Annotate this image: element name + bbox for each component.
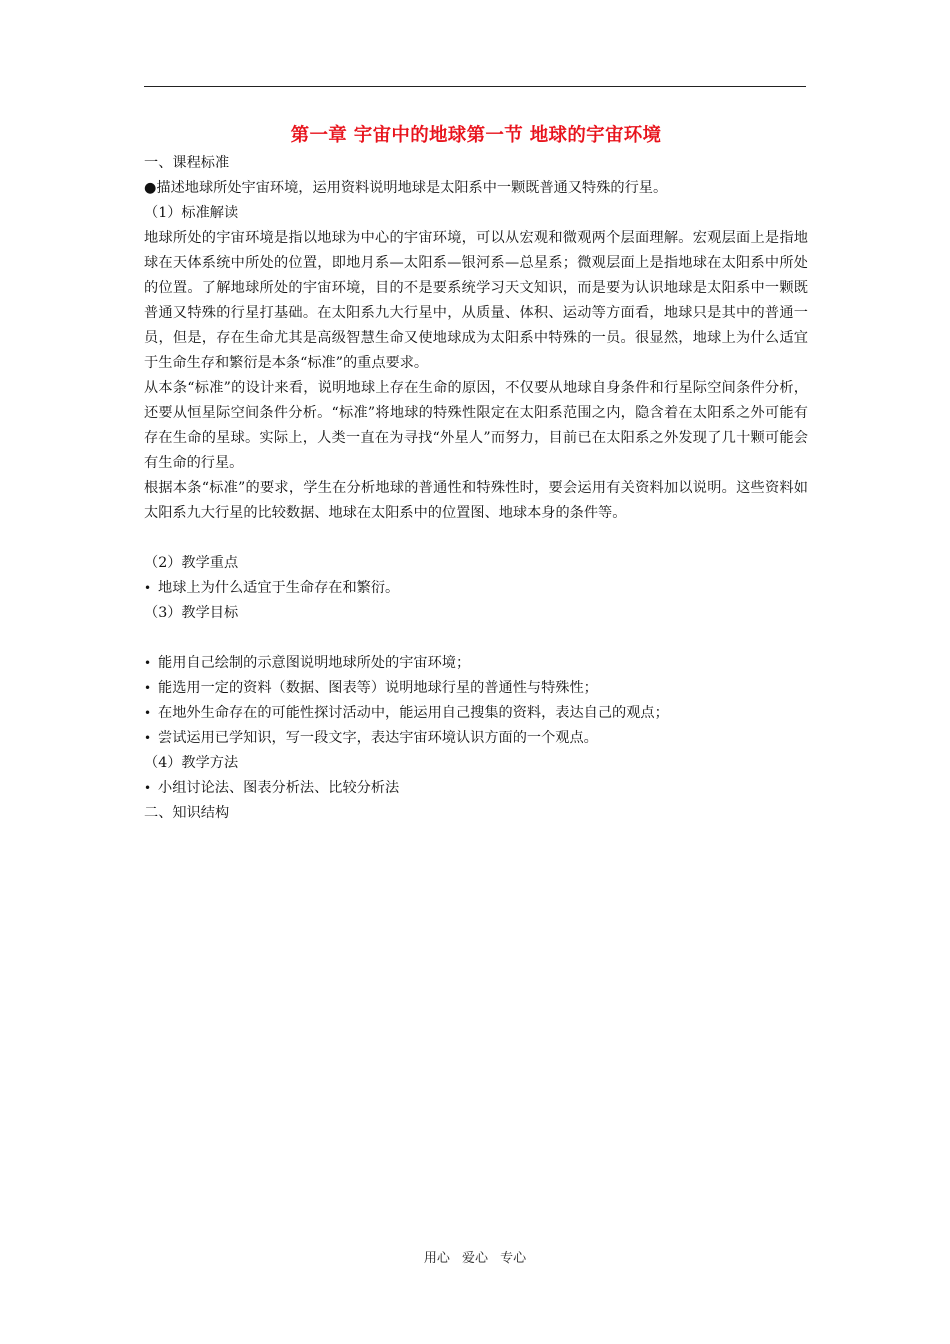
document-title: 第一章 宇宙中的地球第一节 地球的宇宙环境 [290, 125, 662, 146]
bullet-icon: • [144, 581, 152, 595]
bullet-icon: • [144, 781, 152, 795]
bullet-icon: • [144, 706, 152, 720]
paragraph-interpretation-1: 地球所处的宇宙环境是指以地球为中心的宇宙环境，可以从宏观和微观两个层面理解。宏观层面上是指地球在天体系统中所处的位置，即地月系—太阳系—银河系—总星系；微观层面上是指地球在太阳系中所处的位置。了解地球所处的宇宙环境，目的不是要系统学习天文知识，而是要为认识地球是太阳系中一颗既普通又特殊的行星打基础。在太阳系九大行星中，从质量、体积、运动等方面看，地球只是其中的普通一员，但是，存在生命尤其是高级智慧生命又使地球成为太阳系中特殊的一员。很显然，地球上为什么适宜于生命生存和繁衍是本条“标准”的重点要求。 [144, 230, 808, 371]
paragraph-interpretation-2: 从本条“标准”的设计来看，说明地球上存在生命的原因，不仅要从地球自身条件和行星际空间条件分析，还要从恒星际空间条件分析。“标准”将地球的特殊性限定在太阳系范围之内，隐含着在太阳系之外可能有存在生命的星球。实际上，人类一直在为寻找“外星人”而努力，目前已在太阳系之外发现了几十颗可能会有生命的行星。 [144, 380, 808, 471]
section-heading-knowledge-structure: 二、知识结构 [144, 805, 230, 821]
list-item-text: 能选用一定的资料（数据、图表等）说明地球行星的普通性与特殊性； [158, 680, 598, 696]
header-rule [144, 86, 806, 87]
list-item-objective [144, 701, 808, 726]
list-item-method [144, 776, 808, 801]
list-item-text: 地球上为什么适宜于生命存在和繁衍。 [158, 580, 400, 596]
page-footer: 用心 爱心 专心 [423, 1251, 527, 1266]
list-item-text: 能用自己绘制的示意图说明地球所处的宇宙环境； [158, 655, 471, 671]
spacer [144, 626, 808, 651]
list-item-key-point [144, 576, 808, 601]
list-item-objective [144, 726, 808, 751]
bullet-icon: • [144, 681, 152, 695]
list-item-text: 在地外生命存在的可能性探讨活动中，能运用自己搜集的资料，表达自己的观点； [158, 705, 669, 721]
subheading-standard-interpretation: （1）标准解读 [144, 205, 239, 221]
bullet-icon: • [144, 656, 152, 670]
document-body [144, 121, 808, 826]
list-item-objective [144, 651, 808, 676]
subheading-key-points: （2）教学重点 [144, 555, 239, 571]
subheading-teaching-methods: （4）教学方法 [144, 755, 239, 771]
list-item-text: 尝试运用已学知识，写一段文字，表达宇宙环境认识方面的一个观点。 [158, 730, 598, 746]
list-item-objective [144, 676, 808, 701]
spacer [144, 526, 808, 551]
paragraph-interpretation-3: 根据本条“标准”的要求，学生在分析地球的普通性和特殊性时，要会运用有关资料加以说明。这些资料如太阳系九大行星的比较数据、地球在太阳系中的位置图、地球本身的条件等。 [144, 480, 808, 521]
standard-statement: ●描述地球所处宇宙环境，运用资料说明地球是太阳系中一颗既普通又特殊的行星。 [144, 180, 668, 196]
subheading-teaching-objectives: （3）教学目标 [144, 605, 239, 621]
section-heading-curriculum-standard: 一、课程标准 [144, 155, 230, 171]
list-item-text: 小组讨论法、图表分析法、比较分析法 [158, 780, 400, 796]
bullet-icon: • [144, 731, 152, 745]
